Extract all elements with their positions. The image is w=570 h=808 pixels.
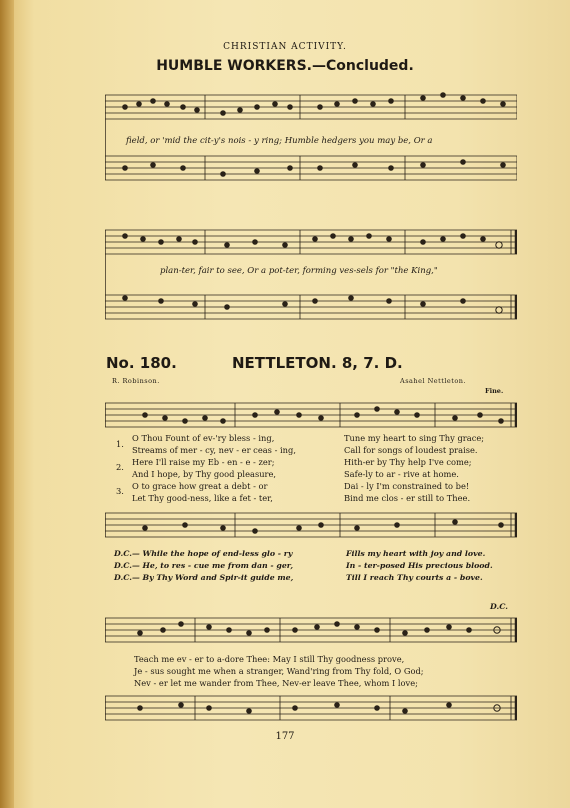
- page-number: 177: [275, 731, 295, 742]
- system-2-lyric: plan-ter, fair to see, Or a pot-ter, forming ves-sels for "the King,": [160, 266, 438, 276]
- verse-line-left: Streams of mer - cy, nev - er ceas - ing,: [132, 445, 296, 455]
- dc-line-right: Fills my heart with joy and love.: [346, 549, 486, 558]
- page-spine-edge: [0, 0, 14, 808]
- verse-line-right: Call for songs of loudest praise.: [344, 445, 478, 455]
- hymn-number: No. 180.: [106, 354, 177, 372]
- verse-line-left: Here I'll raise my Eb - en - e - zer;: [132, 457, 275, 467]
- music-system-3-bass: [105, 505, 517, 545]
- final-lyric-line: Nev - er let me wander from Thee, Nev-er leave Thee, whom I love;: [134, 678, 418, 688]
- verse-line-right: Safe-ly to ar - rive at home.: [344, 469, 459, 479]
- dc-line-right: Till I reach Thy courts a - bove.: [346, 573, 483, 582]
- verse-number-1: 1.: [116, 439, 124, 449]
- dc-line-right: In - ter-posed His precious blood.: [346, 561, 493, 570]
- dc-mark: D.C.: [490, 602, 508, 611]
- running-head: CHRISTIAN ACTIVITY.: [223, 42, 347, 52]
- dc-line-left: D.C.— He, to res - cue me from dan - ger,: [114, 561, 294, 570]
- music-system-2: [105, 215, 517, 340]
- verse-line-left: And I hope, by Thy good pleasure,: [132, 469, 277, 479]
- music-system-4-bass: [105, 690, 517, 728]
- dc-line-left: D.C.— While the hope of end-less glo - ry: [114, 549, 293, 558]
- hymn-title: HUMBLE WORKERS.—Concluded.: [156, 58, 414, 74]
- verse-line-left: Let Thy good-ness, like a fet - ter,: [132, 493, 273, 503]
- final-lyric-line: Je - sus sought me when a stranger, Wand'ring from Thy fold, O God;: [134, 666, 424, 676]
- system-1-lyric: field, or 'mid the cit-y's nois - y ring; Humble hedgers you may be, Or a: [126, 136, 433, 146]
- verse-line-right: Bind me clos - er still to Thee.: [344, 493, 471, 503]
- verse-line-left: O to grace how great a debt - or: [132, 481, 268, 491]
- verse-number-2: 2.: [116, 462, 124, 472]
- author-credit: R. Robinson.: [112, 377, 160, 385]
- final-lyric-line: Teach me ev - er to a-dore Thee: May I still Thy goodness prove,: [134, 654, 405, 664]
- music-system-4-treble: [105, 608, 517, 653]
- verse-line-right: Tune my heart to sing Thy grace;: [344, 433, 485, 443]
- verse-line-right: Dai - ly I'm constrained to be!: [344, 481, 470, 491]
- verse-number-3: 3.: [116, 486, 124, 496]
- dc-line-left: D.C.— By Thy Word and Spir-it guide me,: [114, 573, 294, 582]
- verse-line-left: O Thou Fount of ev-'ry bless - ing,: [132, 433, 275, 443]
- music-system-3-treble: [105, 395, 517, 435]
- tune-name: NETTLETON. 8, 7. D.: [232, 354, 403, 372]
- composer-credit: Asahel Nettleton.: [400, 377, 467, 385]
- verse-line-right: Hith-er by Thy help I've come;: [344, 457, 472, 467]
- fine-mark: Fine.: [485, 387, 504, 395]
